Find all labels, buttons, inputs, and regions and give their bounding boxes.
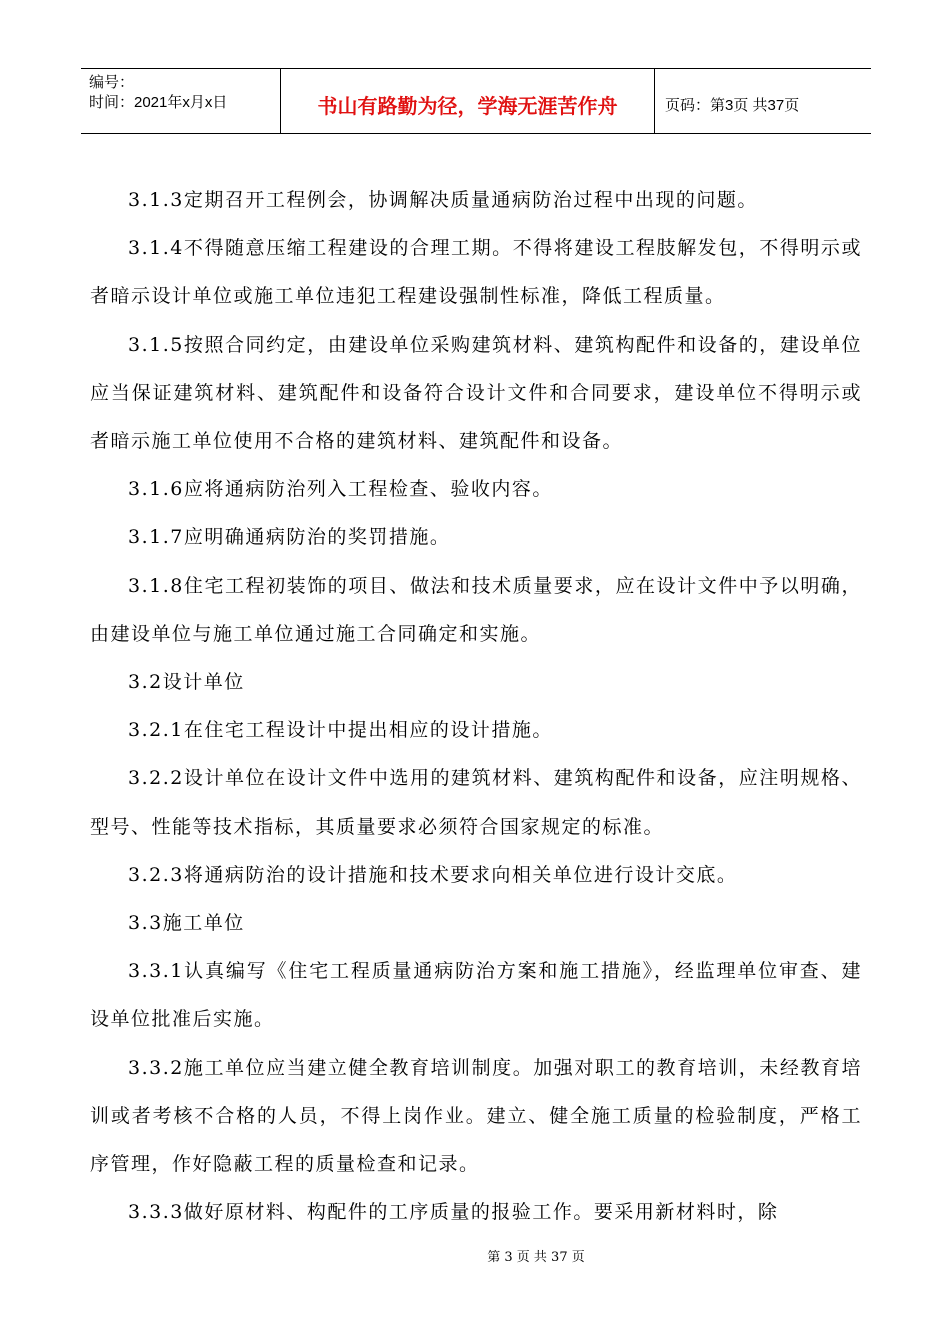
section-heading-3-2: 3.2设计单位 bbox=[128, 671, 245, 694]
paragraph-3-1-7: 3.1.7应明确通病防治的奖罚措施。 bbox=[128, 526, 451, 549]
section-heading-3-3: 3.3施工单位 bbox=[128, 912, 245, 935]
date-label: 时间：2021年x月x日 bbox=[89, 94, 228, 111]
paragraph-3-1-8: 3.1.8住宅工程初装饰的项目、做法和技术质量要求，应在设计文件中予以明确，由建设单位与施工单位通过施工合同确定和实施。 bbox=[90, 574, 862, 645]
paragraph-3-1-6: 3.1.6应将通病防治列入工程检查、验收内容。 bbox=[128, 478, 553, 501]
paragraph-3-2-2: 3.2.2设计单位在设计文件中选用的建筑材料、建筑构配件和设备，应注明规格、型号、性能等技术指标，其质量要求必须符合国家规定的标准。 bbox=[90, 767, 862, 838]
paragraph-3-3-2: 3.3.2施工单位应当建立健全教育培训制度。加强对职工的教育培训，未经教育培训或者考核不合格的人员，不得上岗作业。建立、健全施工质量的检验制度，严格工序管理，作好隐蔽工程的质量检查和记录。 bbox=[90, 1056, 862, 1176]
paragraph-3-1-3: 3.1.3定期召开工程例会，协调解决质量通病防治过程中出现的问题。 bbox=[128, 189, 758, 211]
paragraph-3-2-3: 3.2.3将通病防治的设计措施和技术要求向相关单位进行设计交底。 bbox=[128, 863, 738, 886]
serial-number-label: 编号： bbox=[89, 74, 135, 91]
header-page-info: 页码：第3页 共37页 bbox=[665, 96, 800, 114]
header-motto: 书山有路勤为径，学海无涯苦作舟 bbox=[281, 69, 655, 133]
paragraph-3-3-1: 3.3.1认真编写《住宅工程质量通病防治方案和施工措施》，经监理单位审查、建设单位批准后实施。 bbox=[90, 960, 862, 1031]
header-meta-cell bbox=[81, 69, 281, 133]
paragraph-3-3-3: 3.3.3做好原材料、构配件的工序质量的报验工作。要采用新材料时，除 bbox=[128, 1201, 779, 1224]
paragraph-3-2-1: 3.2.1在住宅工程设计中提出相应的设计措施。 bbox=[128, 719, 553, 742]
paragraph-3-1-5: 3.1.5按照合同约定，由建设单位采购建筑材料、建筑构配件和设备的，建设单位应当保证建筑材料、建筑配件和设备符合设计文件和合同要求，建设单位不得明示或者暗示施工单位使用不合格的建筑材料、建筑配件和设备。 bbox=[90, 333, 862, 453]
page-footer: 第 3 页 共 37 页 bbox=[487, 1250, 585, 1265]
document-body bbox=[90, 176, 862, 1236]
document-header bbox=[81, 68, 871, 134]
paragraph-3-1-4: 3.1.4不得随意压缩工程建设的合理工期。不得将建设工程肢解发包，不得明示或者暗示设计单位或施工单位违犯工程建设强制性标准，降低工程质量。 bbox=[90, 237, 862, 308]
